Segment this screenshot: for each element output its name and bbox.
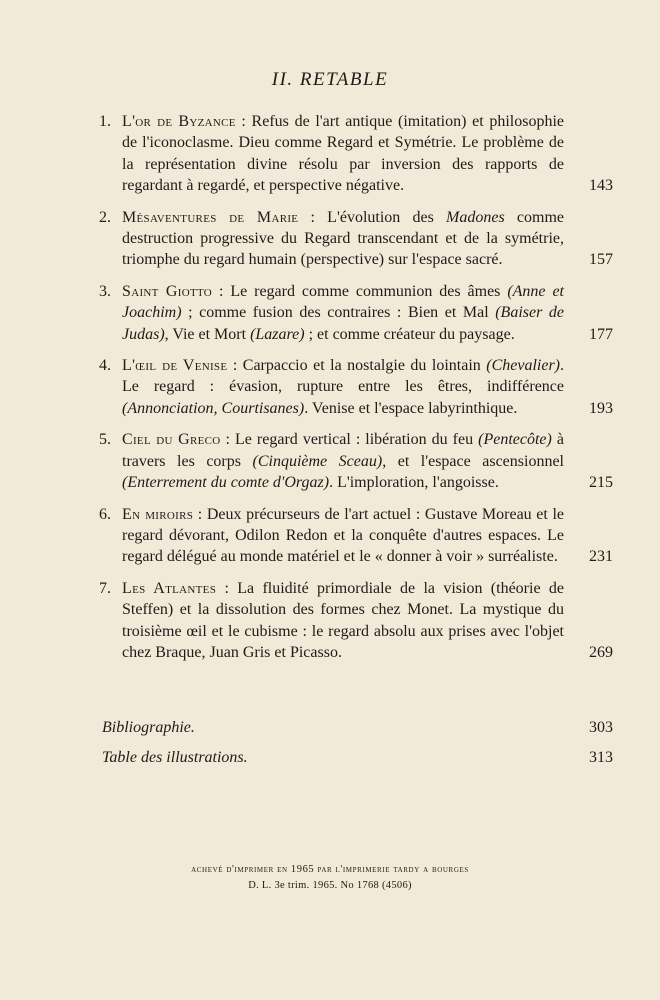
- page-number: 303: [589, 719, 613, 736]
- illustrations-entry: [102, 749, 613, 767]
- entry-number: 6.: [99, 505, 111, 523]
- entry-text: à travers les corps: [122, 431, 564, 470]
- entry-number: 4.: [99, 357, 111, 375]
- page-number: 269: [589, 643, 613, 661]
- toc-entry-2: [99, 207, 613, 271]
- entry-text: , et l'espace ascensionnel: [382, 452, 564, 470]
- entry-text: . Le regard : évasion, rupture entre les êtres, indifférence: [122, 357, 564, 396]
- entry-heading: Ciel du Greco: [122, 431, 221, 449]
- toc-entry-4: [99, 355, 613, 419]
- page-number: 157: [589, 251, 613, 269]
- entry-text: : Le regard comme communion des âmes: [212, 282, 508, 300]
- table-of-contents: [99, 111, 613, 673]
- page-number: 313: [589, 749, 613, 766]
- toc-entry-6: [99, 504, 613, 568]
- entry-number: 1.: [99, 113, 111, 130]
- entry-number: 3.: [99, 282, 111, 300]
- entry-text: : Le regard vertical : libération du feu: [220, 431, 479, 449]
- entry-body: [122, 578, 564, 664]
- entry-italic: (Anne et Joachim): [122, 282, 564, 322]
- toc-entry-7: [99, 578, 613, 664]
- illustrations-label: Table des illustrations.: [102, 749, 248, 766]
- section-title: II. RETABLE: [271, 69, 389, 90]
- colophon-line-2: D. L. 3e trim. 1965. No 1768 (4506): [248, 880, 412, 891]
- entry-text: ; comme fusion des contraires : Bien et Mal: [181, 304, 496, 322]
- colophon-line-1: achevé d'imprimer en 1965 par l'imprimerie tardy a bourges: [191, 864, 469, 875]
- entry-body: [122, 429, 564, 493]
- toc-entry-5: [99, 429, 613, 493]
- page-number: 215: [589, 474, 613, 492]
- entry-italic: (Cinquième Sceau): [252, 452, 383, 470]
- entry-text: : Carpaccio et la nostalgie du lointain: [227, 357, 487, 375]
- page-number: 193: [589, 399, 613, 417]
- entry-text: ; et comme créateur du paysage.: [304, 325, 515, 343]
- page-number: 143: [589, 177, 613, 195]
- entry-body: [122, 207, 564, 271]
- toc-entry-1: [99, 111, 613, 197]
- bibliography-label: Bibliographie.: [102, 719, 195, 736]
- entry-heading: Saint Giotto: [122, 282, 213, 300]
- entry-italic: (Baiser de Judas): [122, 304, 564, 343]
- bibliography-entry: [102, 719, 613, 737]
- entry-text: : La fluidité primordiale de la vision (théorie de Steffen) et la dissolution des formes chez Monet. La mystique du troisième œil et le cubisme : le regard absolu aux prises avec l'objet chez Braque, Juan Gris et Picasso.: [122, 579, 564, 661]
- entry-number: 5.: [99, 431, 111, 449]
- entry-body: [122, 281, 564, 345]
- page-number: 231: [589, 548, 613, 566]
- entry-heading: L'or de Byzance: [122, 113, 236, 130]
- toc-entry-3: [99, 281, 613, 345]
- entry-italic: (Lazare): [250, 325, 305, 343]
- entry-text: . Venise et l'espace labyrinthique.: [304, 399, 518, 417]
- entry-heading: L'œil de Venise: [122, 357, 228, 375]
- entry-text: comme destruction progressive du Regard transcendant et de la symétrie, triomphe du regard humain (perspective) sur l'espace sacré.: [122, 208, 564, 269]
- entry-heading: En miroirs: [122, 505, 194, 523]
- entry-text: . L'imploration, l'angoisse.: [329, 474, 499, 492]
- entry-number: 7.: [99, 579, 111, 597]
- entry-italic: (Annonciation, Courtisanes): [122, 399, 305, 417]
- entry-heading: Les Atlantes: [122, 579, 217, 597]
- entry-text: : Deux précurseurs de l'art actuel : Gustave Moreau et le regard dévorant, Odilon Redon et la conquête d'autres espaces. Le regard délégué au monde matériel et le « donner à voir » surréaliste.: [122, 505, 565, 566]
- entry-body: [122, 355, 564, 419]
- entry-italic: (Chevalier): [486, 357, 560, 375]
- entry-text: : L'évolution des: [298, 208, 447, 226]
- entry-number: 2.: [99, 208, 111, 226]
- entry-italic: (Enterrement du comte d'Orgaz): [122, 474, 330, 492]
- entry-text: , Vie et Mort: [164, 325, 251, 343]
- entry-body: [122, 111, 564, 197]
- page-number: 177: [589, 325, 613, 343]
- entry-text: : Refus de l'art antique (imitation) et philosophie de l'iconoclasme. Dieu comme Regard et Symétrie. Le problème de la représentation divine résolu par inversion des rapports de regardant à regardé, et perspective négative.: [122, 113, 564, 195]
- entry-heading: Mésaventures de Marie: [122, 208, 299, 226]
- entry-body: [122, 504, 564, 568]
- colophon: [0, 862, 660, 894]
- entry-italic: (Pentecôte): [478, 431, 552, 449]
- entry-italic: Madones: [446, 208, 505, 226]
